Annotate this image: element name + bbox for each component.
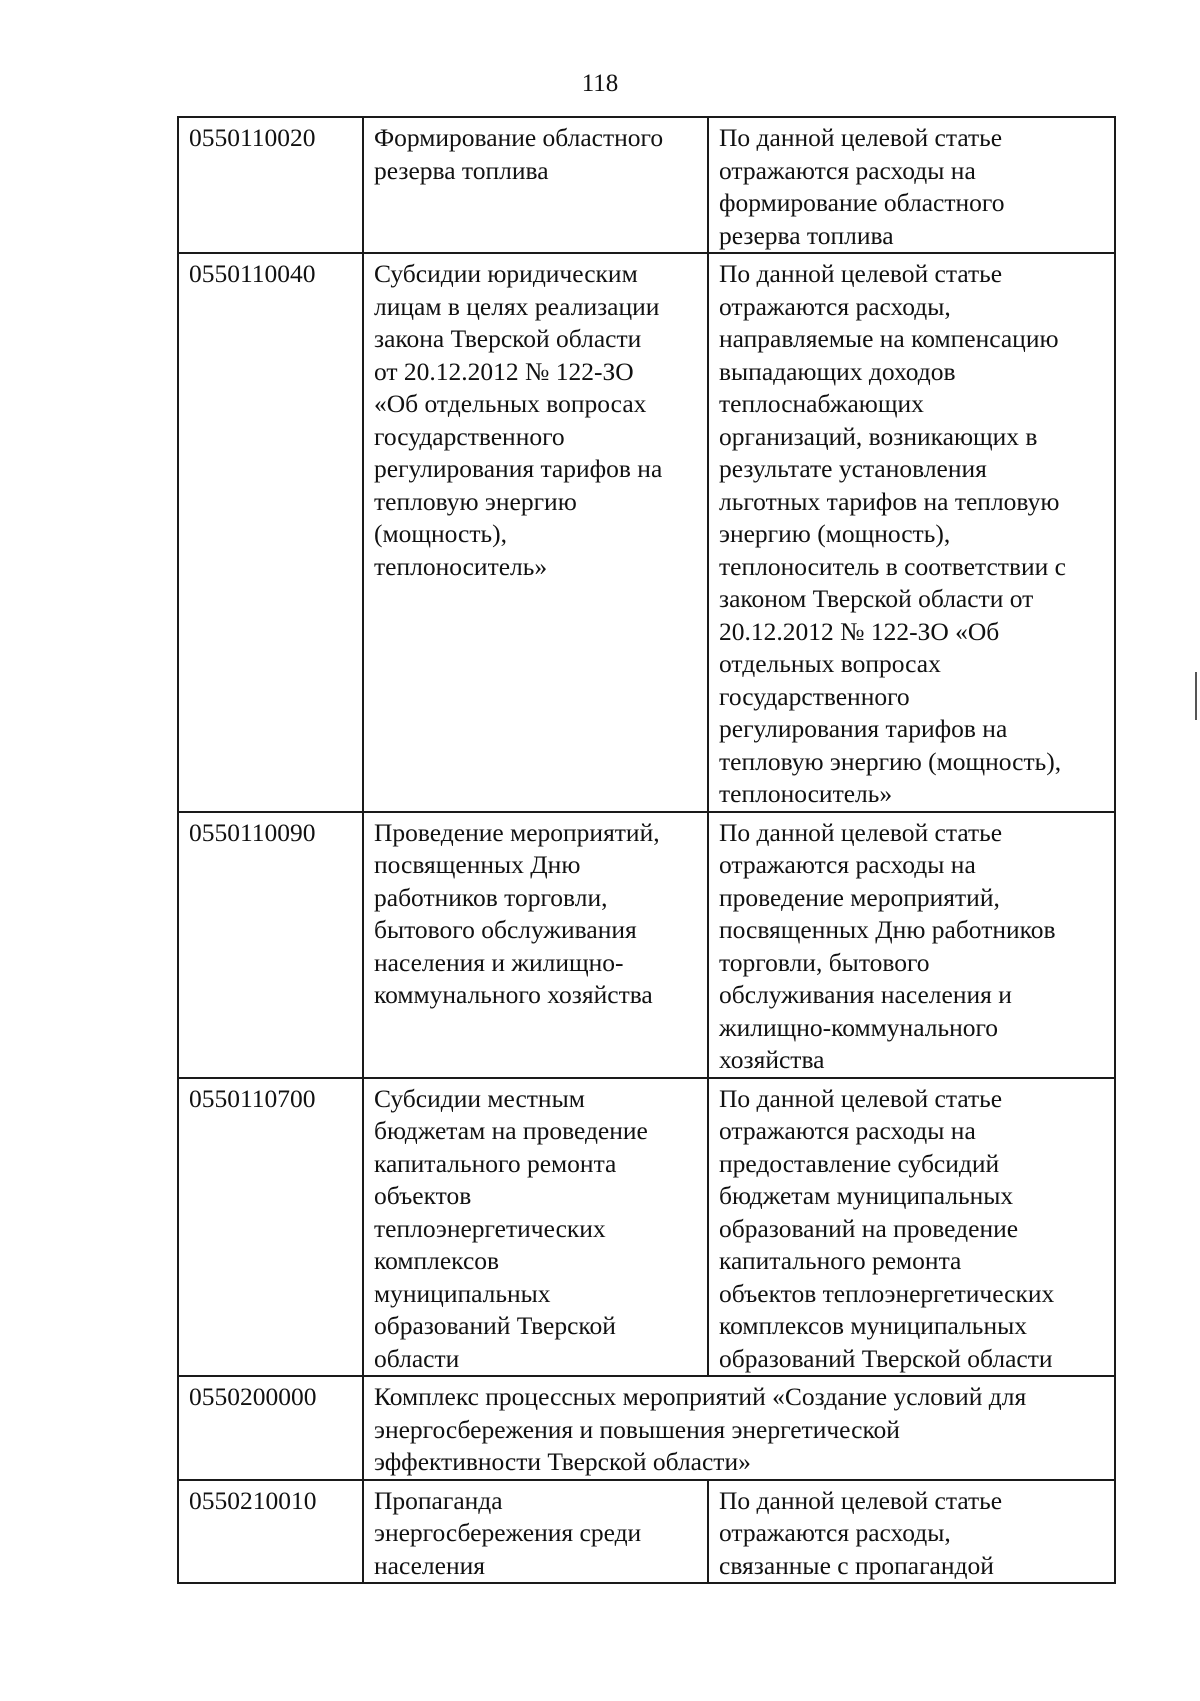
table-row [178,117,1115,253]
row-description: По данной целевой статье отражаются расходы, связанные с пропагандой [708,1480,1115,1584]
row-name: Субсидии местным бюджетам на проведение капитального ремонта объектов теплоэнергетических комплексов муниципальных образований Тверской области [363,1078,708,1377]
row-description: По данной целевой статье отражаются расходы на формирование областного резерва топлива [708,117,1115,253]
table-row [178,1480,1115,1584]
row-code: 0550110090 [178,812,363,1078]
scan-edge-mark [1195,672,1197,720]
row-description: По данной целевой статье отражаются расходы на проведение мероприятий, посвященных Дню работников торговли, бытового обслуживания населения и жилищно-коммунального хозяйства [708,812,1115,1078]
page-number: 118 [581,70,619,97]
section-row [178,1376,1115,1480]
section-title: Комплекс процессных мероприятий «Создание условий для энергосбережения и повышения энергетической эффективности Тверской области» [363,1376,1115,1480]
row-code: 0550110700 [178,1078,363,1377]
table-row [178,812,1115,1078]
row-name: Проведение мероприятий, посвященных Дню работников торговли, бытового обслуживания населения и жилищно- коммунального хозяйства [363,812,708,1078]
row-code: 0550210010 [178,1480,363,1584]
row-code: 0550110020 [178,117,363,253]
table-row [178,1078,1115,1377]
row-code: 0550110040 [178,253,363,812]
row-description: По данной целевой статье отражаются расходы на предоставление субсидий бюджетам муниципальных образований на проведение капитального ремонта объектов теплоэнергетических комплексов муниципальных образований Тверской области [708,1078,1115,1377]
budget-classification-table [177,116,1116,1584]
row-name: Формирование областного резерва топлива [363,117,708,253]
section-code: 0550200000 [178,1376,363,1480]
row-description: По данной целевой статье отражаются расходы, направляемые на компенсацию выпадающих доходов теплоснабжающих организаций, возникающих в результате установления льготных тарифов на тепловую энергию (мощность), теплоноситель в соответствии с законом Тверской области от 20.12.2012 № 122-ЗО «Об отдельных вопросах государственного регулирования тарифов на тепловую энергию (мощность), теплоноситель» [708,253,1115,812]
table-row [178,253,1115,812]
row-name: Пропаганда энергосбережения среди населения [363,1480,708,1584]
row-name: Субсидии юридическим лицам в целях реализации закона Тверской области от 20.12.2012 № 122-ЗО «Об отдельных вопросах государственного регулирования тарифов на тепловую энергию (мощность), теплоноситель» [363,253,708,812]
